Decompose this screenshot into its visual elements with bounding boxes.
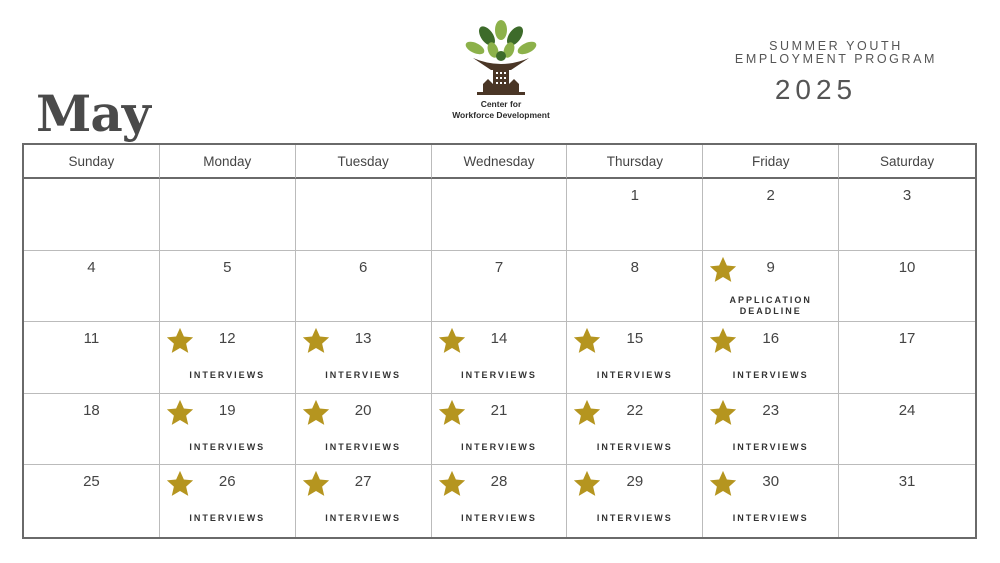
event-label: INTERVIEWS bbox=[461, 513, 537, 524]
weekday-header: Friday bbox=[703, 145, 839, 179]
day-number: 21 bbox=[490, 401, 508, 419]
day-number: 8 bbox=[630, 258, 640, 276]
calendar-day-cell bbox=[703, 251, 839, 323]
weekday-header: Wednesday bbox=[432, 145, 568, 179]
program-title bbox=[716, 40, 956, 66]
day-number: 24 bbox=[898, 401, 916, 419]
day-number: 22 bbox=[626, 401, 644, 419]
calendar-day-cell bbox=[160, 394, 296, 466]
logo-text-line1: Center for bbox=[480, 99, 522, 109]
year: 2025 bbox=[774, 74, 858, 105]
day-number: 13 bbox=[354, 330, 372, 348]
calendar-day-cell bbox=[296, 179, 432, 251]
event-label: INTERVIEWS bbox=[732, 370, 809, 381]
day-number: 4 bbox=[87, 258, 96, 276]
day-number: 10 bbox=[898, 258, 916, 276]
calendar-day-cell bbox=[296, 394, 432, 466]
day-number: 30 bbox=[762, 473, 780, 491]
tree-logo-icon bbox=[463, 20, 539, 98]
day-number: 18 bbox=[83, 401, 100, 419]
calendar-day-cell bbox=[839, 179, 975, 251]
month-title: May bbox=[36, 84, 150, 143]
event-label: INTERVIEWS bbox=[596, 513, 673, 524]
day-number: 16 bbox=[762, 330, 780, 348]
weekday-header: Thursday bbox=[567, 145, 703, 179]
event-label: INTERVIEWS bbox=[189, 370, 266, 381]
calendar-day-cell bbox=[703, 179, 839, 251]
calendar-day-cell bbox=[24, 179, 160, 251]
calendar-day-cell bbox=[24, 251, 160, 323]
event-label: INTERVIEWS bbox=[596, 441, 673, 452]
event-label: INTERVIEWS bbox=[732, 441, 809, 452]
event-label: INTERVIEWS bbox=[325, 513, 402, 524]
calendar-day-cell bbox=[703, 394, 839, 466]
calendar-day-cell bbox=[839, 251, 975, 323]
day-number: 15 bbox=[626, 330, 644, 348]
day-number: 25 bbox=[83, 473, 100, 491]
calendar-day-cell bbox=[432, 179, 568, 251]
day-number: 11 bbox=[83, 330, 100, 348]
calendar-day-cell bbox=[567, 394, 703, 466]
day-number: 20 bbox=[354, 401, 372, 419]
calendar-day-cell bbox=[703, 322, 839, 394]
day-number: 28 bbox=[490, 473, 508, 491]
day-number: 12 bbox=[218, 330, 236, 348]
day-number: 5 bbox=[223, 258, 232, 276]
calendar-day-cell bbox=[432, 322, 568, 394]
calendar-grid bbox=[22, 143, 977, 539]
weekday-header: Sunday bbox=[24, 145, 160, 179]
weekday-header: Saturday bbox=[839, 145, 975, 179]
day-number: 29 bbox=[626, 473, 644, 491]
calendar-day-cell bbox=[24, 465, 160, 537]
day-number: 1 bbox=[630, 187, 640, 204]
day-number: 27 bbox=[354, 473, 372, 491]
day-number: 26 bbox=[218, 473, 236, 491]
program-line1: SUMMER YOUTH bbox=[769, 39, 903, 53]
day-number: 17 bbox=[898, 330, 916, 348]
calendar-day-cell bbox=[432, 465, 568, 537]
event-label: APPLICATION DEADLINE bbox=[729, 294, 812, 316]
event-label: INTERVIEWS bbox=[189, 441, 266, 452]
event-label: INTERVIEWS bbox=[596, 370, 673, 381]
calendar-day-cell bbox=[296, 322, 432, 394]
calendar-day-cell bbox=[567, 251, 703, 323]
calendar-day-cell bbox=[160, 179, 296, 251]
weekday-header: Tuesday bbox=[296, 145, 432, 179]
event-label: INTERVIEWS bbox=[732, 513, 809, 524]
weekday-header: Monday bbox=[160, 145, 296, 179]
logo bbox=[440, 20, 562, 120]
calendar-day-cell bbox=[296, 251, 432, 323]
event-label: INTERVIEWS bbox=[325, 370, 402, 381]
event-label: INTERVIEWS bbox=[325, 441, 402, 452]
program-line2: EMPLOYMENT PROGRAM bbox=[734, 52, 938, 66]
logo-text-line2: Workforce Development bbox=[452, 110, 550, 120]
day-number: 7 bbox=[494, 258, 504, 276]
day-number: 14 bbox=[490, 330, 508, 348]
calendar-day-cell bbox=[567, 322, 703, 394]
calendar-day-cell bbox=[839, 465, 975, 537]
calendar-day-cell bbox=[839, 394, 975, 466]
day-number: 9 bbox=[766, 258, 775, 276]
calendar-day-cell bbox=[432, 394, 568, 466]
event-label: INTERVIEWS bbox=[189, 513, 266, 524]
calendar-day-cell bbox=[296, 465, 432, 537]
calendar-day-cell bbox=[703, 465, 839, 537]
calendar-day-cell bbox=[24, 322, 160, 394]
calendar-day-cell bbox=[567, 179, 703, 251]
calendar-day-cell bbox=[567, 465, 703, 537]
calendar-day-cell bbox=[24, 394, 160, 466]
day-number: 23 bbox=[762, 401, 780, 419]
calendar-day-cell bbox=[160, 322, 296, 394]
day-number: 3 bbox=[902, 187, 912, 204]
day-number: 31 bbox=[898, 473, 916, 491]
calendar-day-cell bbox=[160, 251, 296, 323]
day-number: 2 bbox=[766, 187, 775, 204]
day-number: 6 bbox=[358, 258, 368, 276]
event-label: INTERVIEWS bbox=[461, 370, 537, 381]
event-label: INTERVIEWS bbox=[461, 441, 537, 452]
calendar-day-cell bbox=[839, 322, 975, 394]
day-number: 19 bbox=[218, 401, 236, 419]
calendar-day-cell bbox=[432, 251, 568, 323]
calendar-day-cell bbox=[160, 465, 296, 537]
